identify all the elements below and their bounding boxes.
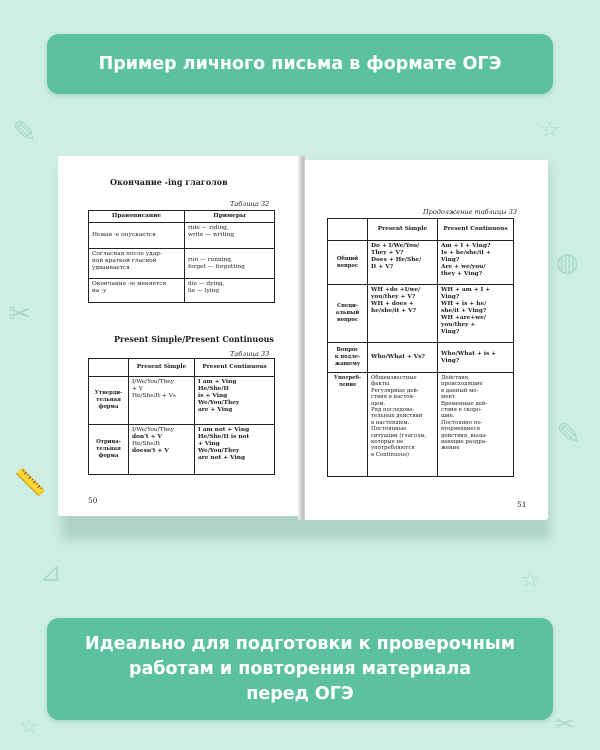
table-cell: I/We/You/They don't + V He/She/It doesn't + V bbox=[129, 425, 195, 475]
table-cell: Am + I + Ving? Is + he/she/it + Ving? Are + we/you/ they + Ving? bbox=[438, 241, 514, 285]
open-book bbox=[58, 156, 548, 526]
present-heading: Present Simple/Present Continuous bbox=[114, 334, 274, 344]
table-row bbox=[328, 241, 514, 285]
table32-caption: Таблица 32 bbox=[230, 200, 270, 208]
row-label: Отрица- тельная форма bbox=[89, 425, 129, 475]
table-row bbox=[89, 279, 275, 303]
table-cell: I am + Ving He/She/It is + Ving We/You/They are + Ving bbox=[195, 377, 275, 425]
star-icon: ☆ bbox=[520, 568, 540, 593]
pencil-icon: ✎ bbox=[556, 417, 582, 452]
table-row bbox=[328, 373, 514, 477]
top-banner-text: Пример личного письма в формате ОГЭ bbox=[98, 54, 502, 74]
row-label: Общий вопрос bbox=[328, 241, 368, 285]
table-cell: WH + am + I + Ving? WH + is + he/ she/it + Ving? WH +are+we/ you/they + Ving? bbox=[438, 285, 514, 343]
table-header-row bbox=[328, 219, 514, 241]
table-cell: Согласная после удар- ной краткой гласной удваивается bbox=[89, 249, 185, 279]
table-header-cell: Present Simple bbox=[368, 219, 438, 241]
table-row bbox=[89, 249, 275, 279]
table-cell: ride — riding, write — writing bbox=[185, 223, 275, 249]
table-cell: Немая -e опускается bbox=[89, 223, 185, 249]
ing-heading: Окончание -ing глаголов bbox=[110, 177, 228, 187]
table-32 bbox=[88, 210, 275, 303]
page-number-left: 50 bbox=[88, 496, 98, 505]
table-row bbox=[328, 285, 514, 343]
page-number-right: 51 bbox=[517, 500, 527, 509]
table-header-cell: Present Continuous bbox=[438, 219, 514, 241]
bottom-banner-line: работам и повторения материала bbox=[128, 659, 472, 679]
table-header-cell bbox=[89, 359, 129, 377]
table-row bbox=[89, 223, 275, 249]
table-header-cell: Present Continuous bbox=[195, 359, 275, 377]
bottom-banner-line: Идеально для подготовки к проверочным bbox=[84, 634, 516, 654]
table-33-continued bbox=[327, 218, 514, 477]
bottom-banner-line: перед ОГЭ bbox=[246, 684, 354, 704]
table-33 bbox=[88, 358, 275, 475]
table-row bbox=[89, 377, 275, 425]
row-label: Утверди- тельная форма bbox=[89, 377, 129, 425]
table-cell: Окончание -ie меняется на -y bbox=[89, 279, 185, 303]
table-header-cell bbox=[328, 219, 368, 241]
compass-icon: ⊿ bbox=[40, 558, 62, 588]
right-page bbox=[305, 160, 548, 520]
table-cell: run — running, forget — forgetting bbox=[185, 249, 275, 279]
top-banner bbox=[47, 34, 553, 94]
scissors-icon: ✂ bbox=[8, 297, 32, 330]
table-header-cell: Примеры bbox=[185, 211, 275, 223]
star-icon: ☆ bbox=[20, 714, 38, 738]
table-header-row bbox=[89, 359, 275, 377]
table-row bbox=[328, 343, 514, 373]
ruler-icon: 📏 bbox=[14, 468, 47, 498]
scissors-icon: ✂ bbox=[555, 710, 576, 738]
table-cell: Who/What + is + Ving? bbox=[438, 343, 514, 373]
table-cell: I/We/You/They + V He/She/It + Vs bbox=[129, 377, 195, 425]
pencil-icon: ✎ bbox=[12, 115, 38, 150]
table-row bbox=[89, 425, 275, 475]
star-icon: ☆ bbox=[540, 118, 560, 143]
table-cell: Общеизвестные факты. Регулярные дей- ствия в настоя- щем. Ряд последова- тельных действий в настоящем. Постоянные ситуации (глаголы, которые не употребляются в Continuous) bbox=[368, 373, 438, 477]
row-label: Вопрос к подле- жащему bbox=[328, 343, 368, 373]
bottom-banner bbox=[47, 618, 553, 720]
table-cell: WH +do +I/we/ you/they + V? WH + does + he/she/it + V? bbox=[368, 285, 438, 343]
table-header-cell: Правописание bbox=[89, 211, 185, 223]
table33-caption: Таблица 33 bbox=[230, 350, 270, 358]
table-cell: Who/What + Vs? bbox=[368, 343, 438, 373]
continuation-caption: Продолжение таблицы 33 bbox=[423, 208, 518, 216]
table-cell: Do + I/We/You/ They + V? Does + He/She/ It + V? bbox=[368, 241, 438, 285]
table-header-cell: Present Simple bbox=[129, 359, 195, 377]
table-cell: I am not + Ving He/She/It is not + Ving We/You/They are not + Ving bbox=[195, 425, 275, 475]
globe-icon: ◍ bbox=[556, 248, 579, 278]
row-label: Употреб- ление bbox=[328, 373, 368, 477]
table-cell: die — dying, lie — lying bbox=[185, 279, 275, 303]
table-header-row bbox=[89, 211, 275, 223]
left-page bbox=[58, 156, 301, 516]
table-cell: Действия, происходящие в данный мо- мент. Временные дей- ствия в скоро- шие. Постоянно по- вторяющиеся действия, вызы- вающие раздра- жение bbox=[438, 373, 514, 477]
row-label: Специ- альный вопрос bbox=[328, 285, 368, 343]
